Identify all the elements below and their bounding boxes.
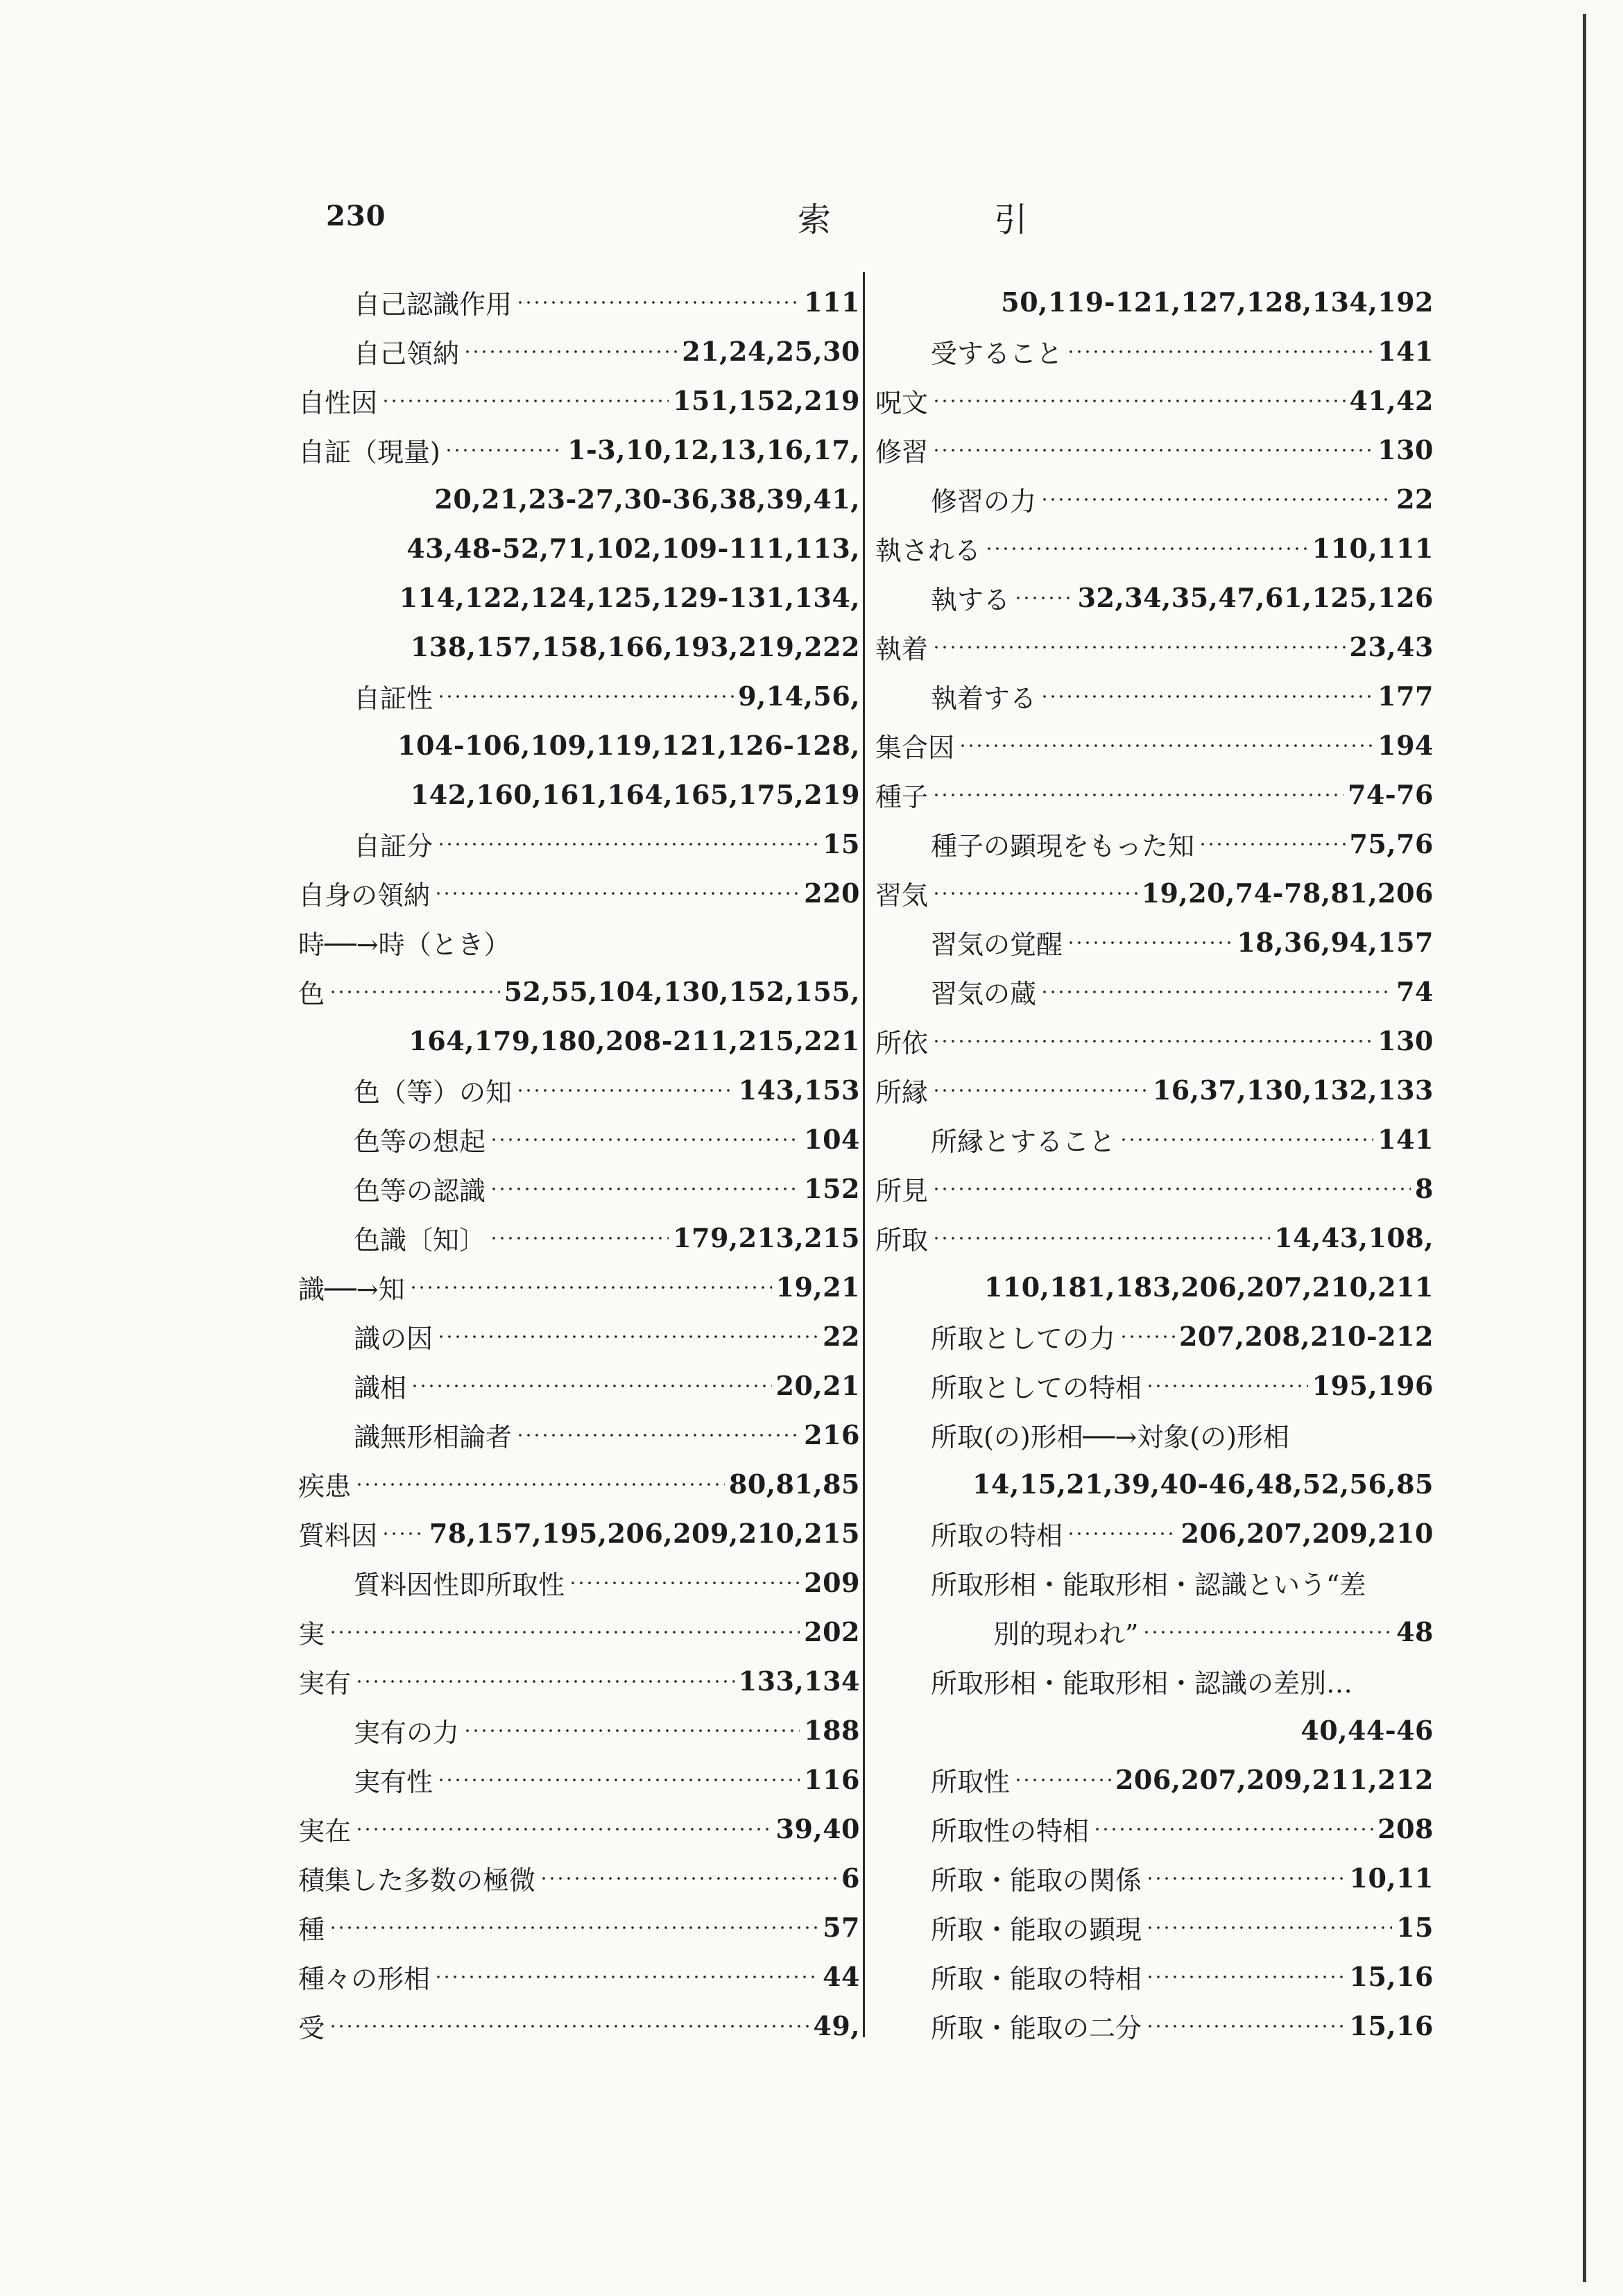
index-term: 識無形相論者 [354,1422,513,1453]
dot-leader [411,1382,771,1389]
dot-leader [437,1776,800,1783]
index-pages: 208 [1377,1813,1434,1844]
index-pages: 207,208,210-212 [1178,1321,1434,1352]
index-pages: 23,43 [1349,631,1434,662]
dot-leader [540,1875,837,1882]
index-column-left [298,277,860,2050]
dot-leader [1014,1776,1111,1783]
dot-leader [932,791,1343,798]
index-entry [875,573,1434,622]
index-pages: 110,181,183,206,207,210,211 [984,1271,1434,1303]
index-pages: 142,160,161,164,165,175,219 [410,779,860,810]
index-term: 所取・能取の二分 [931,2013,1142,2044]
index-pages: 133,134 [738,1665,860,1697]
index-entry [875,1164,1434,1213]
index-term: 所見 [875,1176,929,1206]
index-pages: 206,207,209,211,212 [1115,1764,1434,1795]
index-term: 執着する [931,683,1037,714]
index-pages: 21,24,25,30 [682,336,860,367]
index-entry [298,967,860,1016]
index-entry [298,1213,860,1262]
dot-leader [329,988,500,995]
index-entry [298,819,860,868]
index-term: 所縁 [875,1077,929,1108]
index-pages: 8 [1415,1173,1434,1204]
index-term: 時──→時（とき） [298,929,510,960]
index-entry [298,1607,860,1656]
index-term: 質料因性即所取性 [354,1570,565,1600]
index-pages: 152 [804,1173,860,1204]
dot-leader [1119,1136,1373,1143]
index-term: 自己領納 [354,339,460,369]
index-entry [298,1804,860,1853]
index-pages: 177 [1377,680,1434,712]
index-pages: 220 [804,877,860,909]
dot-leader [1040,988,1392,995]
index-term: 修習の力 [931,486,1037,517]
index-term: 種子 [875,782,929,812]
index-entry [875,770,1434,819]
index-entry [298,1410,860,1459]
index-pages: 20,21,23-27,30-36,38,39,41, [434,483,860,515]
dot-leader [516,299,800,306]
index-pages: 57 [823,1912,860,1943]
index-entry [875,2001,1434,2050]
index-pages: 50,119-121,127,128,134,192 [1001,286,1434,318]
index-term: 自性因 [298,388,378,418]
index-entry [875,622,1434,671]
dot-leader [959,742,1373,749]
dot-leader [434,1973,818,1980]
index-entry [875,1213,1434,1262]
index-term: 所取・能取の特相 [931,1964,1142,1994]
dot-leader [329,1629,800,1636]
page-binding-edge [1583,14,1586,2282]
index-entry [298,376,860,425]
index-entry [298,1115,860,1164]
index-term: 所取としての特相 [931,1373,1142,1403]
column-divider [863,272,865,2037]
index-entry [875,1706,1434,1755]
index-entry [298,573,860,622]
index-entry [875,1312,1434,1361]
dot-leader [932,1087,1149,1094]
dot-leader [490,1136,800,1143]
index-pages: 15 [1396,1912,1434,1943]
index-term: 識──→知 [298,1274,405,1305]
index-entry [298,770,860,819]
index-pages: 75,76 [1349,828,1434,859]
dot-leader [985,545,1308,552]
index-pages: 116 [804,1764,860,1795]
index-pages: 209 [804,1567,860,1598]
index-term: 所取形相・能取形相・認識という“差 [931,1570,1366,1600]
index-term: 色等の認識 [354,1176,486,1206]
dot-leader [1146,1924,1392,1931]
dot-leader [1040,496,1392,503]
index-entry [875,327,1434,376]
dot-leader [437,841,818,848]
index-entry [298,425,860,474]
index-pages: 49, [813,2010,860,2041]
index-term: 習気 [875,880,929,911]
index-pages: 111 [804,286,860,318]
index-pages: 202 [804,1616,860,1647]
index-pages: 20,21 [775,1370,860,1401]
dot-leader [1146,1875,1345,1882]
dot-leader [1040,693,1373,700]
index-entry [298,721,860,770]
index-entry [875,425,1434,474]
index-entry [875,868,1434,918]
index-term: 所縁とすること [931,1126,1116,1157]
index-entry [875,671,1434,721]
index-entry [298,1656,860,1706]
index-term: 所取形相・能取形相・認識の差別… [931,1668,1353,1699]
index-pages: 14,43,108, [1274,1222,1434,1253]
index-entry [298,1755,860,1804]
index-term: 自証（現量) [298,437,440,468]
dot-leader [932,644,1345,651]
index-entry [298,474,860,524]
index-entry [298,1262,860,1312]
index-pages: 130 [1377,1025,1434,1056]
index-term: 自己認識作用 [354,289,513,320]
index-pages: 15 [823,828,860,859]
index-term: 実在 [298,1816,352,1847]
index-entry [875,819,1434,868]
index-term: 所取・能取の関係 [931,1865,1142,1896]
index-term: 色 [298,979,325,1009]
index-pages: 188 [804,1715,860,1746]
index-pages: 9,14,56, [738,680,860,712]
index-term: 色等の想起 [354,1126,486,1157]
dot-leader [1067,348,1373,355]
dot-leader [1146,2023,1345,2030]
index-term: 受 [298,2013,325,2044]
index-entry [298,524,860,573]
index-entry [875,1607,1434,1656]
index-term: 種子の顕現をもった知 [931,831,1195,862]
dot-leader [516,1087,735,1094]
index-entry [875,524,1434,573]
index-entry [298,1312,860,1361]
index-entry [875,1755,1434,1804]
dot-leader [1093,1826,1373,1833]
index-term: 習気の覚醒 [931,929,1063,960]
index-entry [298,868,860,918]
index-term: 集合因 [875,733,955,763]
page-title: 索 引 [798,200,1104,239]
index-term: 所取 [875,1225,929,1256]
index-term: 自証分 [354,831,433,862]
index-pages: 78,157,195,206,209,210,215 [429,1518,860,1549]
index-entry [875,967,1434,1016]
index-entry [875,1656,1434,1706]
index-entry [298,1164,860,1213]
index-entry [875,1361,1434,1410]
dot-leader [434,890,800,897]
index-entry [298,1558,860,1607]
dot-leader [932,447,1373,454]
index-pages: 74 [1396,976,1434,1007]
index-term: 呪文 [875,388,929,418]
dot-leader [355,1481,725,1488]
index-entry [298,622,860,671]
index-pages: 19,20,74-78,81,206 [1141,877,1434,909]
index-pages: 194 [1377,730,1434,761]
index-pages: 164,179,180,208-211,215,221 [409,1025,860,1056]
index-term: 色（等）の知 [354,1077,513,1108]
index-term: 習気の蔵 [931,979,1037,1009]
index-pages: 22 [1396,483,1434,515]
index-entry [298,2001,860,2050]
index-pages: 104-106,109,119,121,126-128, [397,730,860,761]
index-pages: 138,157,158,166,193,219,222 [410,631,860,662]
dot-leader [437,693,734,700]
index-term: 積集した多数の極微 [298,1865,536,1896]
index-entry [875,1262,1434,1312]
index-pages: 32,34,35,47,61,125,126 [1077,582,1434,613]
dot-leader [1119,1333,1175,1340]
dot-leader [381,397,669,404]
index-term: 執する [931,585,1011,615]
index-entry [875,474,1434,524]
index-entry [875,1558,1434,1607]
index-entry [298,277,860,327]
dot-leader [932,1185,1411,1192]
index-pages: 110,111 [1312,533,1434,564]
index-pages: 6 [841,1862,860,1894]
index-pages: 44 [823,1961,860,1992]
index-entry [298,918,860,967]
index-term: 色識〔知〕 [354,1225,486,1256]
dot-leader [329,1924,818,1931]
index-entry [875,721,1434,770]
index-entry [875,277,1434,327]
index-term: 所取としての力 [931,1323,1116,1354]
dot-leader [490,1185,800,1192]
index-pages: 22 [823,1321,860,1352]
dot-leader [569,1579,800,1586]
index-entry [875,1853,1434,1903]
index-term: 疾患 [298,1471,352,1502]
index-pages: 80,81,85 [728,1468,860,1500]
dot-leader [381,1530,425,1537]
dot-leader [1146,1973,1345,1980]
index-term: 種 [298,1914,325,1945]
index-pages: 15,16 [1349,1961,1434,1992]
index-term: 識の因 [354,1323,433,1354]
index-pages: 16,37,130,132,133 [1152,1074,1434,1106]
index-pages: 10,11 [1349,1862,1434,1894]
index-pages: 43,48-52,71,102,109-111,113, [406,533,860,564]
index-pages: 114,122,124,125,129-131,134, [399,582,860,613]
index-entry [875,376,1434,425]
index-pages: 206,207,209,210 [1180,1518,1434,1549]
index-entry [298,327,860,376]
index-term: 自身の領納 [298,880,431,911]
dot-leader [516,1432,800,1439]
dot-leader [932,890,1137,897]
dot-leader [490,1235,669,1242]
index-pages: 74-76 [1347,779,1434,810]
index-pages: 52,55,104,130,152,155, [504,976,860,1007]
index-entry [875,1903,1434,1952]
index-pages: 18,36,94,157 [1237,927,1434,958]
index-term: 実有 [298,1668,352,1699]
index-pages: 216 [804,1419,860,1450]
index-entry [875,918,1434,967]
dot-leader [445,447,563,454]
index-pages: 48 [1396,1616,1434,1647]
dot-leader [409,1284,772,1291]
index-term: 所取の特相 [931,1520,1063,1551]
index-pages: 141 [1377,336,1434,367]
dot-leader [932,1038,1373,1045]
index-term: 種々の形相 [298,1964,431,1994]
index-entry [875,1509,1434,1558]
index-term: 執着 [875,634,929,665]
index-pages: 19,21 [775,1271,860,1303]
dot-leader [1146,1382,1308,1389]
dot-leader [437,1333,818,1340]
index-entry [875,1016,1434,1065]
index-term: 修習 [875,437,929,468]
index-column-right [875,277,1434,2050]
index-term: 所依 [875,1028,929,1059]
index-term: 質料因 [298,1520,378,1551]
index-entry [298,1853,860,1903]
index-entry [298,1016,860,1065]
index-pages: 41,42 [1349,385,1434,416]
index-entry [298,1361,860,1410]
index-term: 所取(の)形相──→対象(の)形相 [931,1422,1289,1453]
index-entry [298,1706,860,1755]
index-pages: 195,196 [1312,1370,1434,1401]
dot-leader [1067,1530,1177,1537]
index-pages: 40,44-46 [1300,1715,1434,1746]
index-term: 識相 [354,1373,407,1403]
index-term: 実有性 [354,1767,433,1797]
index-entry [298,1509,860,1558]
index-entry [298,1459,860,1509]
dot-leader [1199,841,1345,848]
index-entry [298,1952,860,2001]
index-pages: 104 [804,1124,860,1155]
index-entry [875,1804,1434,1853]
index-term: 所取性の特相 [931,1816,1090,1847]
page-number: 230 [326,200,386,232]
index-entry [875,1952,1434,2001]
index-pages: 151,152,219 [673,385,860,416]
index-pages: 143,153 [738,1074,860,1106]
index-term: 所取性 [931,1767,1011,1797]
index-term: 所取・能取の顕現 [931,1914,1142,1945]
index-entry [875,1459,1434,1509]
index-term: 実 [298,1619,325,1650]
dot-leader [1014,594,1074,601]
index-entry [298,1903,860,1952]
index-term: 受すること [931,339,1063,369]
index-pages: 179,213,215 [673,1222,860,1253]
index-pages: 1-3,10,12,13,16,17, [567,434,860,465]
dot-leader [355,1826,771,1833]
index-pages: 39,40 [775,1813,860,1844]
dot-leader [463,1727,800,1734]
index-entry [298,671,860,721]
index-entry [875,1115,1434,1164]
dot-leader [932,1235,1270,1242]
index-term: 実有の力 [354,1717,460,1748]
index-term: 自証性 [354,683,433,714]
index-pages: 15,16 [1349,2010,1434,2041]
index-entry [875,1065,1434,1115]
dot-leader [932,397,1345,404]
index-term: 執される [875,536,981,566]
dot-leader [463,348,678,355]
dot-leader [1142,1629,1392,1636]
index-entry [298,1065,860,1115]
index-pages: 141 [1377,1124,1434,1155]
index-pages: 14,15,21,39,40-46,48,52,56,85 [972,1468,1434,1500]
dot-leader [1067,939,1233,946]
dot-leader [329,2023,809,2030]
index-entry [875,1410,1434,1459]
index-pages: 130 [1377,434,1434,465]
index-term: 別的現われ” [993,1619,1139,1650]
dot-leader [355,1678,735,1685]
